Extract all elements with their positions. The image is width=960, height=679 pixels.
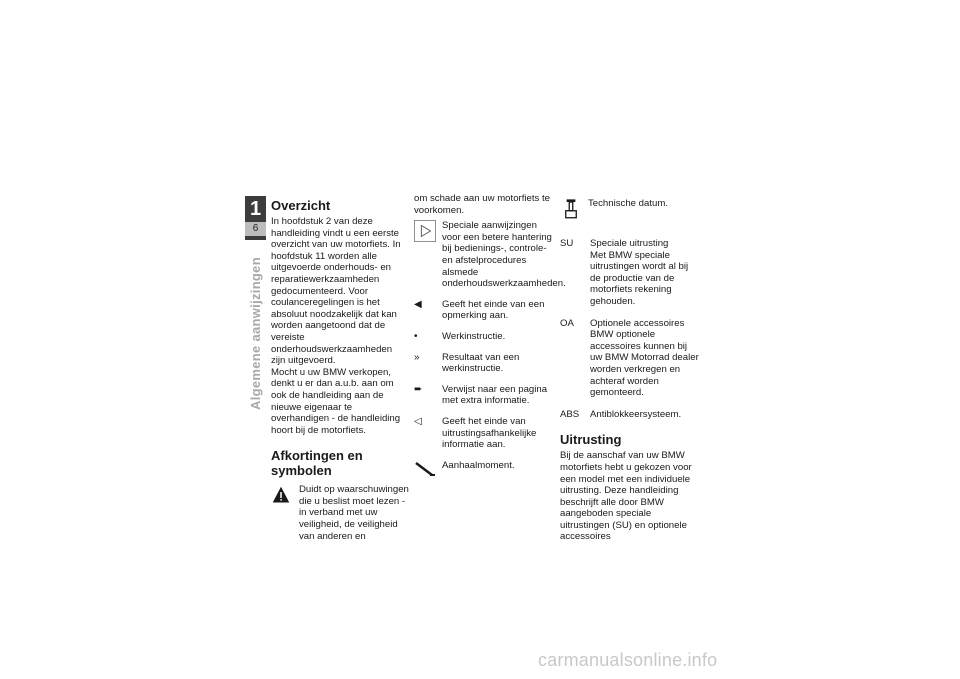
abbreviation: ABS xyxy=(560,408,580,420)
heading-uitrusting: Uitrusting xyxy=(560,432,622,448)
heading-overzicht: Overzicht xyxy=(271,198,331,213)
abbreviation-row xyxy=(560,409,700,421)
bullet-icon: • xyxy=(414,330,418,342)
page-number: 6 xyxy=(245,222,266,236)
symbol-row xyxy=(414,352,554,375)
symbol-desc: Geeft het einde van een opmerking aan. xyxy=(442,298,545,322)
paragraph-continuation: om schade aan uw motorfiets te voorkomen. xyxy=(414,193,550,216)
symbol-row xyxy=(414,299,554,322)
abbreviation-row xyxy=(560,238,700,308)
abbreviation-desc: Optionele accessoires BMW optionele accessoires kunnen bij uw BMW Motorrad dealer worden verkregen en achteraf worden gemonteerd. xyxy=(590,317,699,399)
arrow-right-icon: ➨ xyxy=(414,383,423,395)
symbol-row xyxy=(414,331,554,343)
paragraph-equipment: Bij de aanschaf van uw BMW motorfiets hebt u gekozen voor een model met een individuele uitrusting. Deze handleiding beschrijft alle door BMW aangeboden speciale uitrustingen (SU) en optionele accessoires xyxy=(560,450,692,543)
result-icon: » xyxy=(414,351,420,363)
footer-watermark: carmanualsonline.info xyxy=(538,650,718,670)
abbreviation: OA xyxy=(560,317,574,329)
play-triangle-icon xyxy=(414,220,436,242)
end-equipment-icon: ◁ xyxy=(414,415,422,427)
abbreviation: SU xyxy=(560,238,574,249)
symbol-row xyxy=(414,384,554,407)
side-title: Algemene aanwijzingen xyxy=(248,257,263,410)
warning-text: Duidt op waarschuwingen die u beslist moet lezen - in verband met uw veiligheid, de veiligheid van anderen en xyxy=(299,484,409,542)
warning-icon xyxy=(271,486,291,504)
torque-wrench-icon xyxy=(414,460,436,478)
special-note xyxy=(414,220,566,290)
chapter-number: 1 xyxy=(249,198,262,220)
symbol-desc: Geeft het einde van uitrustingsafhankelijke informatie aan. xyxy=(442,415,537,451)
abbreviation-row xyxy=(560,318,700,399)
paragraph-overview: In hoofdstuk 2 van deze handleiding vindt u een eerste overzicht van uw motorfiets. In hoofdstuk 11 worden alle uitgevoerde onderhouds- en reparatiewerkzaamheden gedocumenteerd. Voor coulanceregelingen is het absoluut noodzakelijk dat kan worden aangetoond dat de vereiste onderhoudswerkzaamheden zijn uitgevoerd. xyxy=(271,216,401,367)
chapter-tab xyxy=(245,196,266,240)
warning-note xyxy=(271,484,409,542)
tech-note xyxy=(560,198,700,222)
technical-data-icon xyxy=(564,198,578,220)
column-3 xyxy=(560,198,700,543)
symbol-desc: Verwijst naar een pagina met extra informatie. xyxy=(442,383,548,407)
column-2 xyxy=(414,193,566,481)
special-text: Speciale aanwijzingen voor een betere hantering bij bedienings-, controle- en afstelprocedures alsmede onderhoudswerkzaamheden. xyxy=(442,220,566,290)
tech-text: Technische datum. xyxy=(588,198,668,209)
paragraph-sale: Mocht u uw BMW verkopen, denkt u er dan a.u.b. aan om ook de handleiding aan de nieuwe eigenaar te overhandigen - de handleiding hoort bij de motorfiets. xyxy=(271,366,401,436)
symbol-desc: Werkinstructie. xyxy=(442,330,506,342)
abbreviation-desc: Speciale uitrusting Met BMW speciale uitrustingen wordt al bij de productie van de motorfiets rekening gehouden. xyxy=(590,238,689,307)
symbol-desc: Resultaat van een werkinstructie. xyxy=(442,351,520,375)
symbol-row xyxy=(414,460,554,482)
symbol-row xyxy=(414,416,554,451)
abbreviation-desc: Antiblokkeersysteem. xyxy=(590,408,682,420)
column-1 xyxy=(271,198,409,542)
symbol-desc: Aanhaalmoment. xyxy=(442,459,515,471)
end-remark-icon: ◀ xyxy=(414,298,422,310)
heading-abbreviations: Afkortingen en symbolen xyxy=(271,448,363,479)
